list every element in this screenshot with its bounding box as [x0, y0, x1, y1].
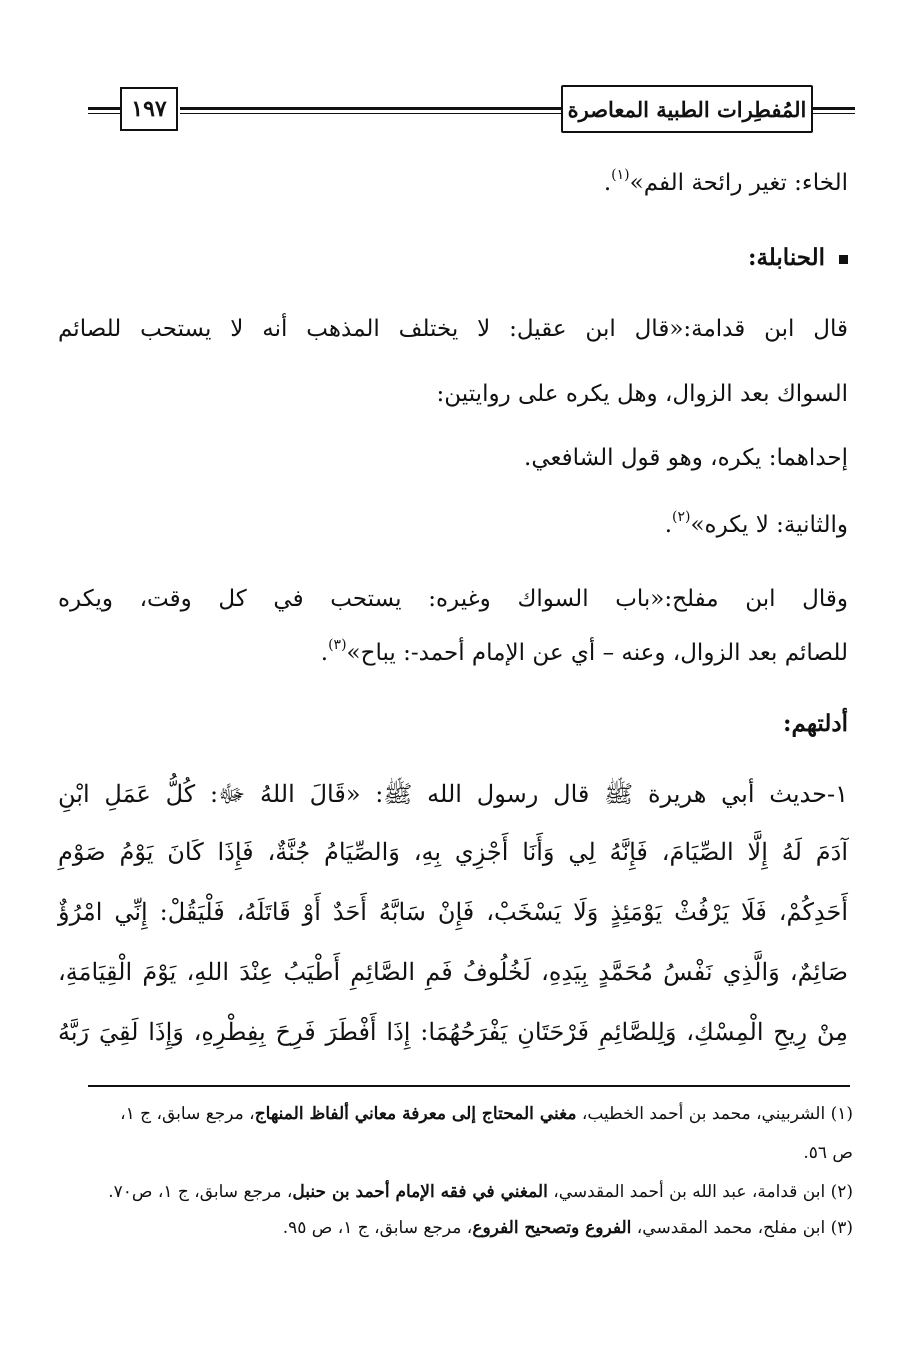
header-rule-middle — [180, 107, 563, 110]
page-header — [88, 85, 855, 140]
running-title: المُفطِرات الطبية المعاصرة — [567, 96, 807, 122]
footnote-ref-3[interactable]: (٣) — [328, 637, 347, 653]
footnote-1-line-2: ص ٥٦. — [803, 1143, 853, 1163]
hadith-line-5: مِنْ رِيحِ الْمِسْكِ، وَلِلصَّائِمِ فَرْحَتَانِ يَفْرَحُهُمَا: إِذَا أَفْطَرَ فَرِحَ بِفِطْرِهِ، وَإِذَا لَقِيَ رَبَّهُ — [58, 1018, 848, 1046]
header-rule-left — [88, 107, 122, 110]
paragraph-first-narration: إحداهما: يكره، وهو قول الشافعي. — [524, 445, 848, 471]
header-rule-left-thin — [88, 113, 122, 114]
hanabila-heading: الحنابلة: — [58, 246, 848, 269]
paragraph-ibn-muflih-line-1: وقال ابن مفلح:«باب السواك وغيره: يستحب في كل وقت، ويكره — [58, 586, 848, 612]
paragraph-ibn-qudama-line-2: السواك بعد الزوال، وهل يكره على روايتين: — [436, 381, 848, 407]
paragraph-ibn-qudama-line-1: قال ابن قدامة:«قال ابن عقيل: لا يختلف المذهب أنه لا يستحب للصائم — [58, 316, 848, 342]
header-rule-right — [810, 107, 855, 110]
hadith-line-2: آدَمَ لَهُ إِلَّا الصِّيَامَ، فَإِنَّهُ لِي وَأَنَا أَجْزِي بِهِ، وَالصِّيَامُ جُنَّةٌ، فَإِذَا كَانَ يَوْمُ صَوْمِ — [58, 838, 848, 866]
paragraph-ibn-muflih-line-2: للصائم بعد الزوال، وعنه – أي عن الإمام أحمد-: يباح»$^{(٣)}$. — [320, 637, 848, 666]
footnote-ref-2[interactable]: (٢) — [672, 509, 691, 525]
footnote-3: (٣) ابن مفلح، محمد المقدسي، الفروع وتصحيح الفروع، مرجع سابق، ج ١، ص ٩٥. — [282, 1218, 853, 1238]
footnote-1-line-1: (١) الشربيني، محمد بن أحمد الخطيب، مغني المحتاج إلى معرفة معاني ألفاظ المنهاج، مرجع سابق، ج ١، — [120, 1104, 853, 1124]
page-number-box — [120, 87, 178, 131]
footnote-separator — [88, 1085, 850, 1087]
paragraph-second-narration: والثانية: لا يكره»$^{(٢)}$. — [664, 509, 848, 538]
page-number: ١٩٧ — [131, 96, 167, 122]
footnote-ref-1[interactable]: (١) — [611, 167, 630, 183]
body-line-1: الخاء: تغير رائحة الفم»$^{(١)}$. — [603, 167, 848, 196]
running-title-box — [561, 85, 813, 133]
bullet-square-icon — [839, 255, 848, 264]
evidence-heading: أدلتهم: — [783, 710, 848, 737]
hadith-line-1: ١-حديث أبي هريرة ﷺ قال رسول الله ﷺ: «قَالَ اللهُ ﷻ: كُلُّ عَمَلِ ابْنِ — [58, 780, 848, 808]
hadith-line-4: صَائِمٌ، وَالَّذِي نَفْسُ مُحَمَّدٍ بِيَدِهِ، لَخُلُوفُ فَمِ الصَّائِمِ أَطْيَبُ عِنْدَ اللهِ، يَوْمَ الْقِيَامَةِ، — [58, 958, 848, 986]
header-rule-right-thin — [810, 113, 855, 114]
hadith-line-3: أَحَدِكُمْ، فَلَا يَرْفُثْ يَوْمَئِذٍ وَلَا يَسْخَبْ، فَإِنْ سَابَّهُ أَحَدٌ أَوْ قَاتَلَهُ، فَلْيَقُلْ: إِنِّي امْرُؤٌ — [58, 898, 848, 926]
footnote-2: (٢) ابن قدامة، عبد الله بن أحمد المقدسي، المغني في فقه الإمام أحمد بن حنبل، مرجع سابق، ج ١، ص٧٠. — [108, 1182, 853, 1202]
header-rule-middle-thin — [180, 113, 563, 114]
